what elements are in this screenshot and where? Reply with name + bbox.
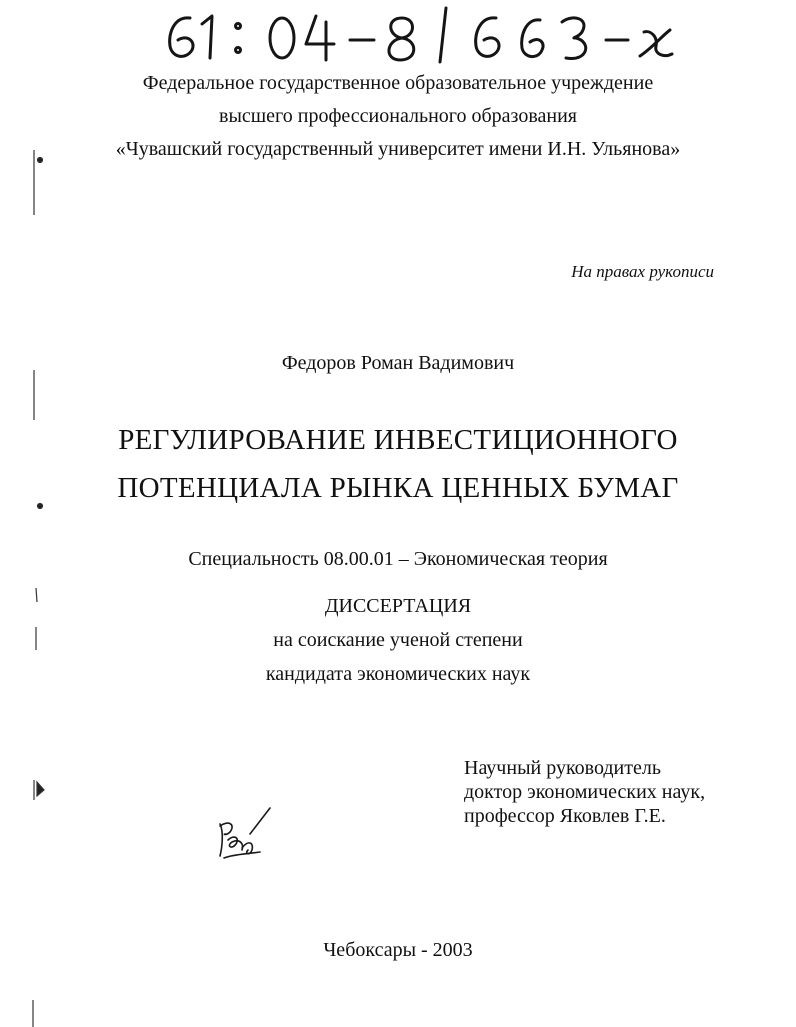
- supervisor-role: Научный руководитель: [464, 757, 661, 779]
- supervisor-block: [464, 756, 705, 828]
- author-signature: [214, 804, 274, 868]
- dissertation-degree: кандидата экономических наук: [265, 663, 531, 685]
- margin-scan-marks: [0, 0, 60, 1027]
- supervisor-name: профессор Яковлев Г.Е.: [464, 805, 666, 827]
- dissertation-purpose: на соискание ученой степени: [273, 629, 523, 651]
- institution-line-1: Федеральное государственное образовательное учреждение: [142, 72, 654, 94]
- institution-line-2: высшего профессионального образования: [219, 105, 577, 127]
- manuscript-rights-note: На правах рукописи: [571, 262, 714, 281]
- dissertation-title-line-2: ПОТЕНЦИАЛА РЫНКА ЦЕННЫХ БУМАГ: [117, 472, 679, 504]
- place-and-year: Чебоксары - 2003: [323, 939, 473, 961]
- supervisor-degree: доктор экономических наук,: [464, 781, 706, 803]
- dissertation-label: ДИССЕРТАЦИЯ: [324, 595, 472, 617]
- institution-line-3: «Чувашский государственный университет имени И.Н. Ульянова»: [115, 138, 681, 160]
- handwritten-catalog-number: [150, 0, 710, 70]
- dissertation-title-line-1: РЕГУЛИРОВАНИЕ ИНВЕСТИЦИОННОГО: [118, 424, 678, 456]
- author-name: Федоров Роман Вадимович: [281, 352, 515, 374]
- specialty: Специальность 08.00.01 – Экономическая теория: [188, 548, 608, 570]
